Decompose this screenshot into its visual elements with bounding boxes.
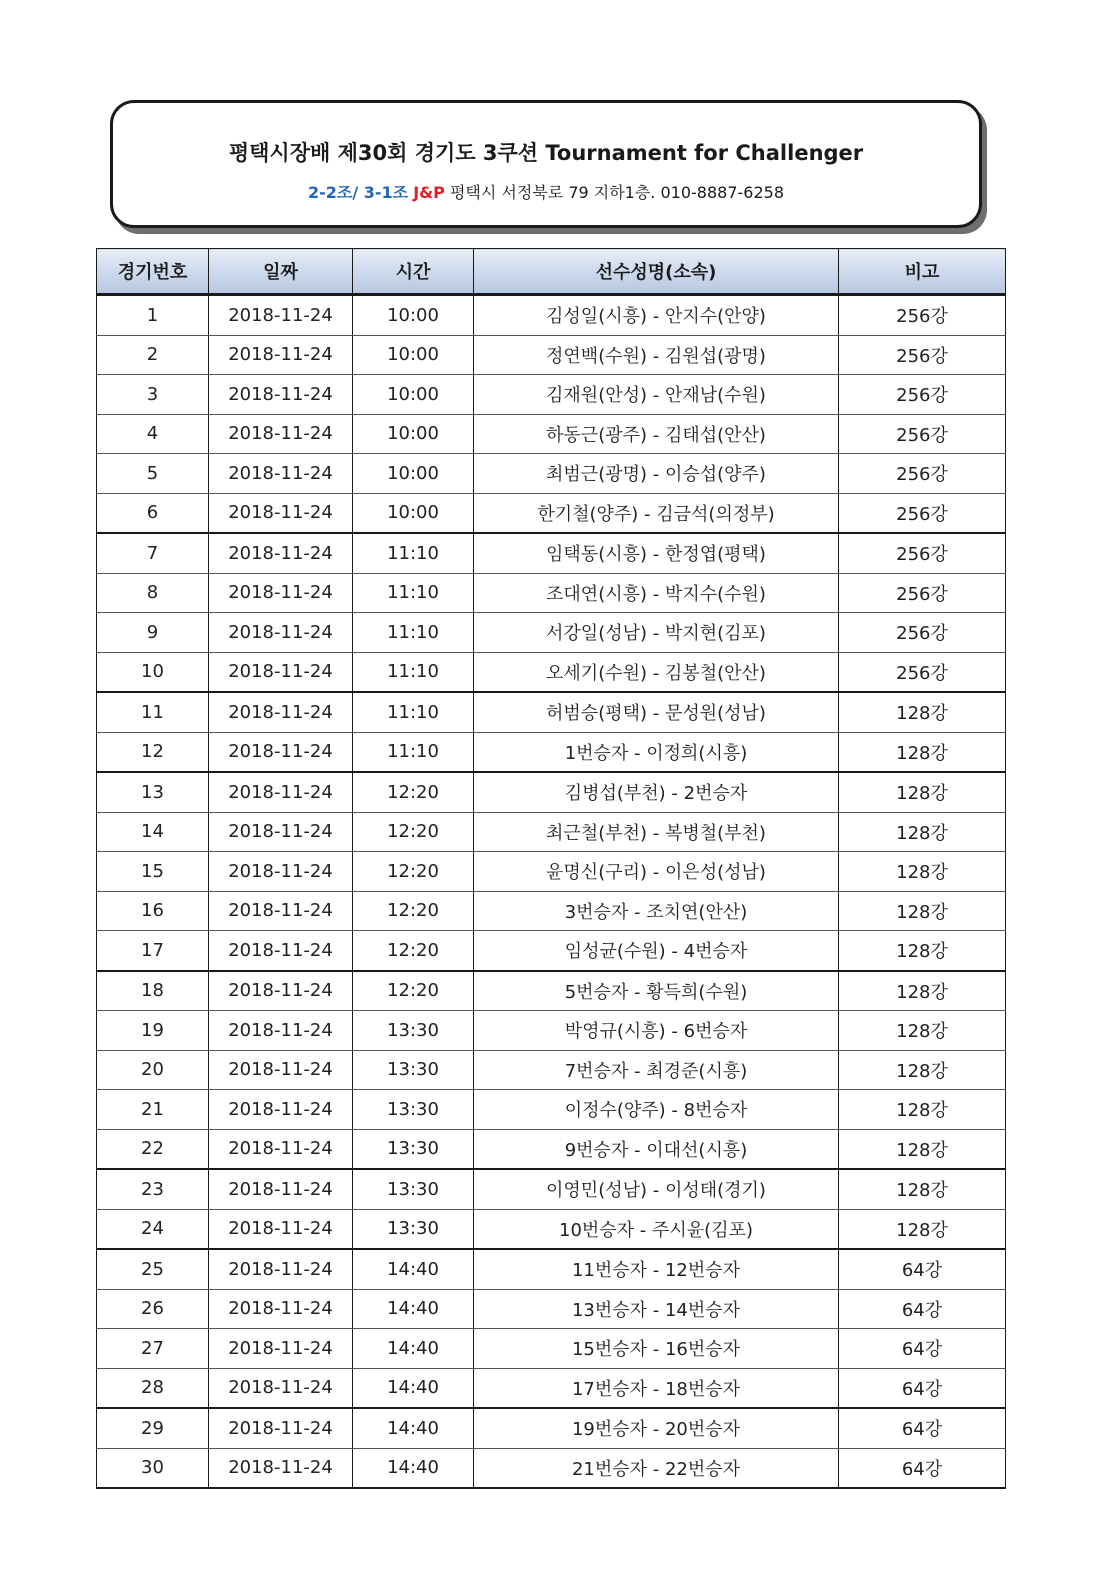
note-cell: 128강 xyxy=(839,1011,1006,1051)
note-cell: 128강 xyxy=(839,891,1006,931)
table-row xyxy=(97,1050,1006,1090)
note-cell: 128강 xyxy=(839,1209,1006,1249)
date-cell: 2018-11-24 xyxy=(209,1249,353,1289)
note-cell: 128강 xyxy=(839,1169,1006,1209)
match-number-cell: 20 xyxy=(97,1050,209,1090)
date-cell: 2018-11-24 xyxy=(209,772,353,812)
table-row xyxy=(97,772,1006,812)
note-cell: 256강 xyxy=(839,295,1006,336)
note-cell: 256강 xyxy=(839,414,1006,454)
match-number-cell: 4 xyxy=(97,414,209,454)
match-number-cell: 13 xyxy=(97,772,209,812)
time-cell: 13:30 xyxy=(353,1129,474,1169)
match-number-cell: 16 xyxy=(97,891,209,931)
time-cell: 11:10 xyxy=(353,533,474,573)
time-cell: 13:30 xyxy=(353,1011,474,1051)
time-cell: 13:30 xyxy=(353,1090,474,1130)
date-cell: 2018-11-24 xyxy=(209,1050,353,1090)
date-cell: 2018-11-24 xyxy=(209,1209,353,1249)
page-title: 평택시장배 제30회 경기도 3쿠션 Tournament for Challenger xyxy=(228,141,864,165)
players-cell: 1번승자 - 이정희(시흥) xyxy=(474,732,839,772)
date-cell: 2018-11-24 xyxy=(209,1090,353,1130)
match-number-cell: 22 xyxy=(97,1129,209,1169)
table-row xyxy=(97,1289,1006,1329)
note-cell: 64강 xyxy=(839,1408,1006,1448)
time-cell: 10:00 xyxy=(353,335,474,375)
match-number-cell: 19 xyxy=(97,1011,209,1051)
table-row xyxy=(97,375,1006,415)
date-cell: 2018-11-24 xyxy=(209,375,353,415)
time-cell: 12:20 xyxy=(353,891,474,931)
match-number-cell: 7 xyxy=(97,533,209,573)
match-number-cell: 21 xyxy=(97,1090,209,1130)
match-number-cell: 18 xyxy=(97,971,209,1011)
time-cell: 11:10 xyxy=(353,613,474,653)
note-cell: 64강 xyxy=(839,1329,1006,1369)
time-cell: 10:00 xyxy=(353,375,474,415)
time-cell: 10:00 xyxy=(353,493,474,533)
note-cell: 128강 xyxy=(839,1090,1006,1130)
players-cell: 13번승자 - 14번승자 xyxy=(474,1289,839,1329)
table-row xyxy=(97,852,1006,892)
date-cell: 2018-11-24 xyxy=(209,533,353,573)
players-cell: 정연백(수원) - 김원섭(광명) xyxy=(474,335,839,375)
table-row xyxy=(97,732,1006,772)
players-cell: 하동근(광주) - 김태섭(안산) xyxy=(474,414,839,454)
players-cell: 11번승자 - 12번승자 xyxy=(474,1249,839,1289)
table-body xyxy=(97,295,1006,1489)
table-row xyxy=(97,1011,1006,1051)
match-number-cell: 29 xyxy=(97,1408,209,1448)
players-cell: 7번승자 - 최경준(시흥) xyxy=(474,1050,839,1090)
column-header-match-number: 경기번호 xyxy=(97,249,209,295)
note-cell: 128강 xyxy=(839,732,1006,772)
match-schedule-table xyxy=(96,248,1006,1489)
time-cell: 11:10 xyxy=(353,692,474,732)
players-cell: 한기철(양주) - 김금석(의정부) xyxy=(474,493,839,533)
table-row xyxy=(97,533,1006,573)
time-cell: 13:30 xyxy=(353,1169,474,1209)
match-number-cell: 6 xyxy=(97,493,209,533)
time-cell: 12:20 xyxy=(353,971,474,1011)
date-cell: 2018-11-24 xyxy=(209,1289,353,1329)
table-row xyxy=(97,335,1006,375)
time-cell: 14:40 xyxy=(353,1368,474,1408)
match-number-cell: 14 xyxy=(97,812,209,852)
match-number-cell: 15 xyxy=(97,852,209,892)
time-cell: 12:20 xyxy=(353,931,474,971)
players-cell: 5번승자 - 황득희(수원) xyxy=(474,971,839,1011)
players-cell: 조대연(시흥) - 박지수(수원) xyxy=(474,573,839,613)
note-cell: 256강 xyxy=(839,613,1006,653)
time-cell: 13:30 xyxy=(353,1050,474,1090)
time-cell: 14:40 xyxy=(353,1329,474,1369)
note-cell: 128강 xyxy=(839,692,1006,732)
players-cell: 김재원(안성) - 안재남(수원) xyxy=(474,375,839,415)
note-cell: 128강 xyxy=(839,1129,1006,1169)
time-cell: 14:40 xyxy=(353,1448,474,1488)
table-row xyxy=(97,1129,1006,1169)
time-cell: 14:40 xyxy=(353,1408,474,1448)
time-cell: 10:00 xyxy=(353,414,474,454)
table-row xyxy=(97,1209,1006,1249)
time-cell: 10:00 xyxy=(353,454,474,494)
match-number-cell: 8 xyxy=(97,573,209,613)
players-cell: 허범승(평택) - 문성원(성남) xyxy=(474,692,839,732)
time-cell: 11:10 xyxy=(353,732,474,772)
players-cell: 15번승자 - 16번승자 xyxy=(474,1329,839,1369)
players-cell: 21번승자 - 22번승자 xyxy=(474,1448,839,1488)
date-cell: 2018-11-24 xyxy=(209,692,353,732)
players-cell: 10번승자 - 주시윤(김포) xyxy=(474,1209,839,1249)
date-cell: 2018-11-24 xyxy=(209,1408,353,1448)
column-header-players: 선수성명(소속) xyxy=(474,249,839,295)
note-cell: 256강 xyxy=(839,335,1006,375)
time-cell: 10:00 xyxy=(353,295,474,336)
match-number-cell: 17 xyxy=(97,931,209,971)
time-cell: 11:10 xyxy=(353,652,474,692)
table-row xyxy=(97,891,1006,931)
players-cell: 김병섭(부천) - 2번승자 xyxy=(474,772,839,812)
players-cell: 김성일(시흥) - 안지수(안양) xyxy=(474,295,839,336)
table-row xyxy=(97,573,1006,613)
date-cell: 2018-11-24 xyxy=(209,1448,353,1488)
date-cell: 2018-11-24 xyxy=(209,1329,353,1369)
date-cell: 2018-11-24 xyxy=(209,335,353,375)
date-cell: 2018-11-24 xyxy=(209,812,353,852)
date-cell: 2018-11-24 xyxy=(209,852,353,892)
venue-info xyxy=(113,180,979,203)
match-number-cell: 2 xyxy=(97,335,209,375)
note-cell: 256강 xyxy=(839,375,1006,415)
match-number-cell: 26 xyxy=(97,1289,209,1329)
table-header-row xyxy=(97,249,1006,295)
players-cell: 최범근(광명) - 이승섭(양주) xyxy=(474,454,839,494)
note-cell: 128강 xyxy=(839,971,1006,1011)
match-number-cell: 28 xyxy=(97,1368,209,1408)
players-cell: 윤명신(구리) - 이은성(성남) xyxy=(474,852,839,892)
column-header-date: 일짜 xyxy=(209,249,353,295)
table-row xyxy=(97,1408,1006,1448)
table-row xyxy=(97,971,1006,1011)
time-cell: 11:10 xyxy=(353,573,474,613)
players-cell: 17번승자 - 18번승자 xyxy=(474,1368,839,1408)
players-cell: 3번승자 - 조치연(안산) xyxy=(474,891,839,931)
note-cell: 128강 xyxy=(839,812,1006,852)
table-row xyxy=(97,493,1006,533)
table-row xyxy=(97,692,1006,732)
date-cell: 2018-11-24 xyxy=(209,1011,353,1051)
match-number-cell: 1 xyxy=(97,295,209,336)
note-cell: 256강 xyxy=(839,454,1006,494)
time-cell: 12:20 xyxy=(353,852,474,892)
players-cell: 임택동(시흥) - 한정엽(평택) xyxy=(474,533,839,573)
match-number-cell: 27 xyxy=(97,1329,209,1369)
table-row xyxy=(97,652,1006,692)
match-number-cell: 30 xyxy=(97,1448,209,1488)
note-cell: 128강 xyxy=(839,1050,1006,1090)
time-cell: 14:40 xyxy=(353,1249,474,1289)
players-cell: 9번승자 - 이대선(시흥) xyxy=(474,1129,839,1169)
column-header-note: 비고 xyxy=(839,249,1006,295)
match-number-cell: 11 xyxy=(97,692,209,732)
time-cell: 13:30 xyxy=(353,1209,474,1249)
match-number-cell: 25 xyxy=(97,1249,209,1289)
note-cell: 256강 xyxy=(839,573,1006,613)
table-row xyxy=(97,1090,1006,1130)
date-cell: 2018-11-24 xyxy=(209,493,353,533)
table-row xyxy=(97,414,1006,454)
note-cell: 128강 xyxy=(839,852,1006,892)
players-cell: 서강일(성남) - 박지현(김포) xyxy=(474,613,839,653)
date-cell: 2018-11-24 xyxy=(209,891,353,931)
date-cell: 2018-11-24 xyxy=(209,931,353,971)
date-cell: 2018-11-24 xyxy=(209,454,353,494)
date-cell: 2018-11-24 xyxy=(209,1368,353,1408)
table-row xyxy=(97,812,1006,852)
date-cell: 2018-11-24 xyxy=(209,1169,353,1209)
note-cell: 256강 xyxy=(839,652,1006,692)
table-row xyxy=(97,1169,1006,1209)
table-row xyxy=(97,1249,1006,1289)
note-cell: 256강 xyxy=(839,493,1006,533)
date-cell: 2018-11-24 xyxy=(209,732,353,772)
note-cell: 64강 xyxy=(839,1368,1006,1408)
table-row xyxy=(97,1448,1006,1488)
players-cell: 박영규(시흥) - 6번승자 xyxy=(474,1011,839,1051)
date-cell: 2018-11-24 xyxy=(209,971,353,1011)
note-cell: 128강 xyxy=(839,772,1006,812)
match-number-cell: 24 xyxy=(97,1209,209,1249)
header-box xyxy=(110,100,982,228)
players-cell: 임성균(수원) - 4번승자 xyxy=(474,931,839,971)
table-row xyxy=(97,295,1006,336)
date-cell: 2018-11-24 xyxy=(209,652,353,692)
note-cell: 128강 xyxy=(839,931,1006,971)
date-cell: 2018-11-24 xyxy=(209,414,353,454)
players-cell: 최근철(부천) - 복병철(부천) xyxy=(474,812,839,852)
table-row xyxy=(97,1368,1006,1408)
note-cell: 64강 xyxy=(839,1249,1006,1289)
match-number-cell: 12 xyxy=(97,732,209,772)
date-cell: 2018-11-24 xyxy=(209,613,353,653)
players-cell: 오세기(수원) - 김봉철(안산) xyxy=(474,652,839,692)
group-label: 2-2조/ 3-1조 xyxy=(307,183,409,202)
table-row xyxy=(97,454,1006,494)
players-cell: 이영민(성남) - 이성태(경기) xyxy=(474,1169,839,1209)
column-header-time: 시간 xyxy=(353,249,474,295)
time-cell: 12:20 xyxy=(353,772,474,812)
date-cell: 2018-11-24 xyxy=(209,573,353,613)
note-cell: 256강 xyxy=(839,533,1006,573)
players-cell: 19번승자 - 20번승자 xyxy=(474,1408,839,1448)
match-number-cell: 23 xyxy=(97,1169,209,1209)
note-cell: 64강 xyxy=(839,1289,1006,1329)
date-cell: 2018-11-24 xyxy=(209,1129,353,1169)
table-row xyxy=(97,613,1006,653)
time-cell: 14:40 xyxy=(353,1289,474,1329)
table-row xyxy=(97,931,1006,971)
date-cell: 2018-11-24 xyxy=(209,295,353,336)
venue-address: 평택시 서정북로 79 지하1층. 010-8887-6258 xyxy=(449,183,785,202)
table-row xyxy=(97,1329,1006,1369)
players-cell: 이정수(양주) - 8번승자 xyxy=(474,1090,839,1130)
note-cell: 64강 xyxy=(839,1448,1006,1488)
match-number-cell: 10 xyxy=(97,652,209,692)
venue-brand: J&P xyxy=(413,183,445,202)
match-number-cell: 3 xyxy=(97,375,209,415)
match-number-cell: 5 xyxy=(97,454,209,494)
time-cell: 12:20 xyxy=(353,812,474,852)
match-number-cell: 9 xyxy=(97,613,209,653)
